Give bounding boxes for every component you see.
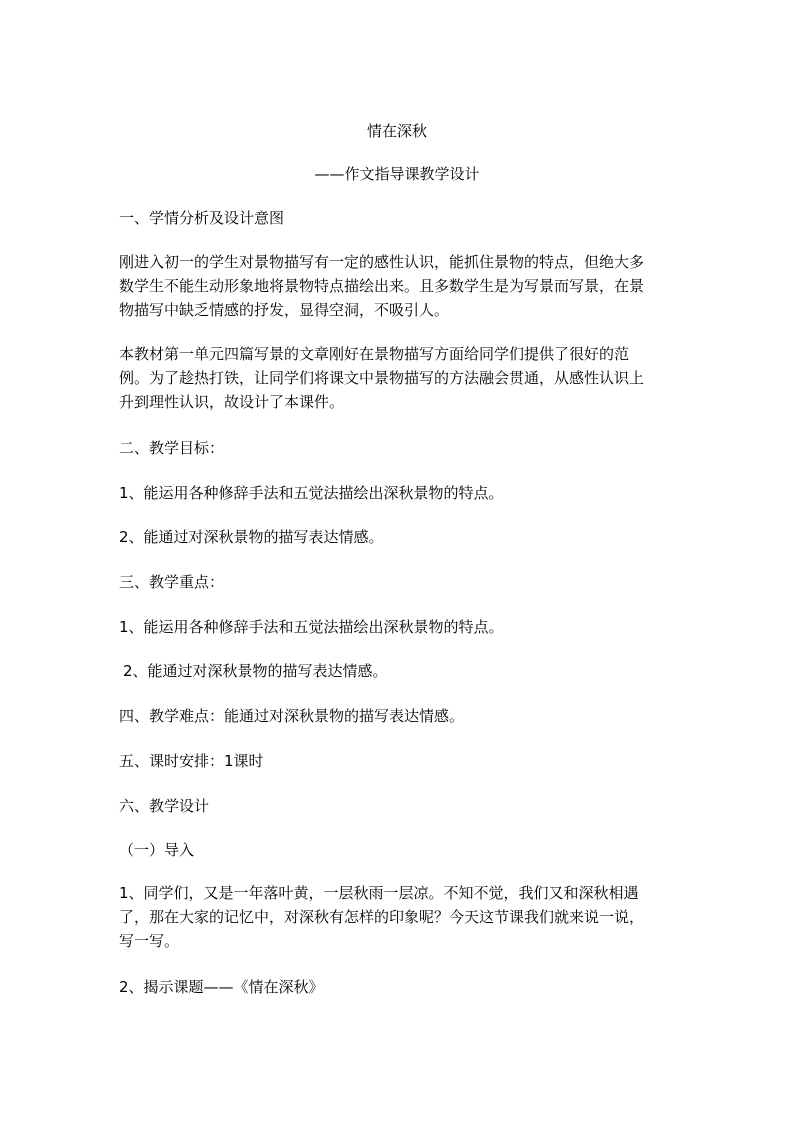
subsection-heading-intro: （一）导入 [119, 841, 195, 859]
paragraph-line: 写一写。 [119, 932, 180, 950]
section-difficulty: 四、教学难点：能通过对深秋景物的描写表达情感。 [119, 707, 465, 725]
goal-item-2: 2、能通过对深秋景物的描写表达情感。 [119, 528, 384, 546]
paragraph-line: 物描写中缺乏情感的抒发，显得空洞，不吸引人。 [119, 301, 450, 319]
paragraph-line: 升到理性认识，故设计了本课件。 [119, 393, 345, 411]
paragraph-line: 了，那在大家的记忆中，对深秋有怎样的印象呢？今天这节课我们就来说一说， [119, 908, 645, 926]
section-heading-design: 六、教学设计 [119, 797, 210, 815]
paragraph-line: 本教材第一单元四篇写景的文章刚好在景物描写方面给同学们提供了很好的范 [119, 345, 630, 363]
key-point-item-2: 2、能通过对深秋景物的描写表达情感。 [123, 662, 388, 680]
section-heading-analysis: 一、学情分析及设计意图 [119, 209, 285, 227]
goal-item-1: 1、能运用各种修辞手法和五觉法描绘出深秋景物的特点。 [119, 484, 504, 502]
paragraph-line: 1、同学们，又是一年落叶黄，一层秋雨一层凉。不知不觉，我们又和深秋相遇 [119, 884, 639, 902]
section-schedule: 五、课时安排：1课时 [119, 752, 264, 770]
paragraph-design-intent [119, 342, 685, 414]
key-point-item-1: 1、能运用各种修辞手法和五觉法描绘出深秋景物的特点。 [119, 618, 504, 636]
section-heading-key-points: 三、教学重点： [119, 573, 225, 591]
paragraph-intro-1 [119, 881, 685, 953]
paragraph-student-analysis [119, 250, 685, 322]
paragraph-line: 例。为了趁热打铁，让同学们将课文中景物描写的方法融会贯通，从感性认识上 [119, 369, 645, 387]
document-subtitle: ——作文指导课教学设计 [314, 165, 480, 183]
section-heading-goals: 二、教学目标： [119, 439, 225, 457]
intro-item-2: 2、揭示课题——《情在深秋》 [119, 978, 324, 996]
paragraph-line: 刚进入初一的学生对景物描写有一定的感性认识，能抓住景物的特点，但绝大多 [119, 253, 645, 271]
document-title: 情在深秋 [366, 122, 427, 140]
paragraph-line: 数学生不能生动形象地将景物特点描绘出来。且多数学生是为写景而写景，在景 [119, 277, 645, 295]
